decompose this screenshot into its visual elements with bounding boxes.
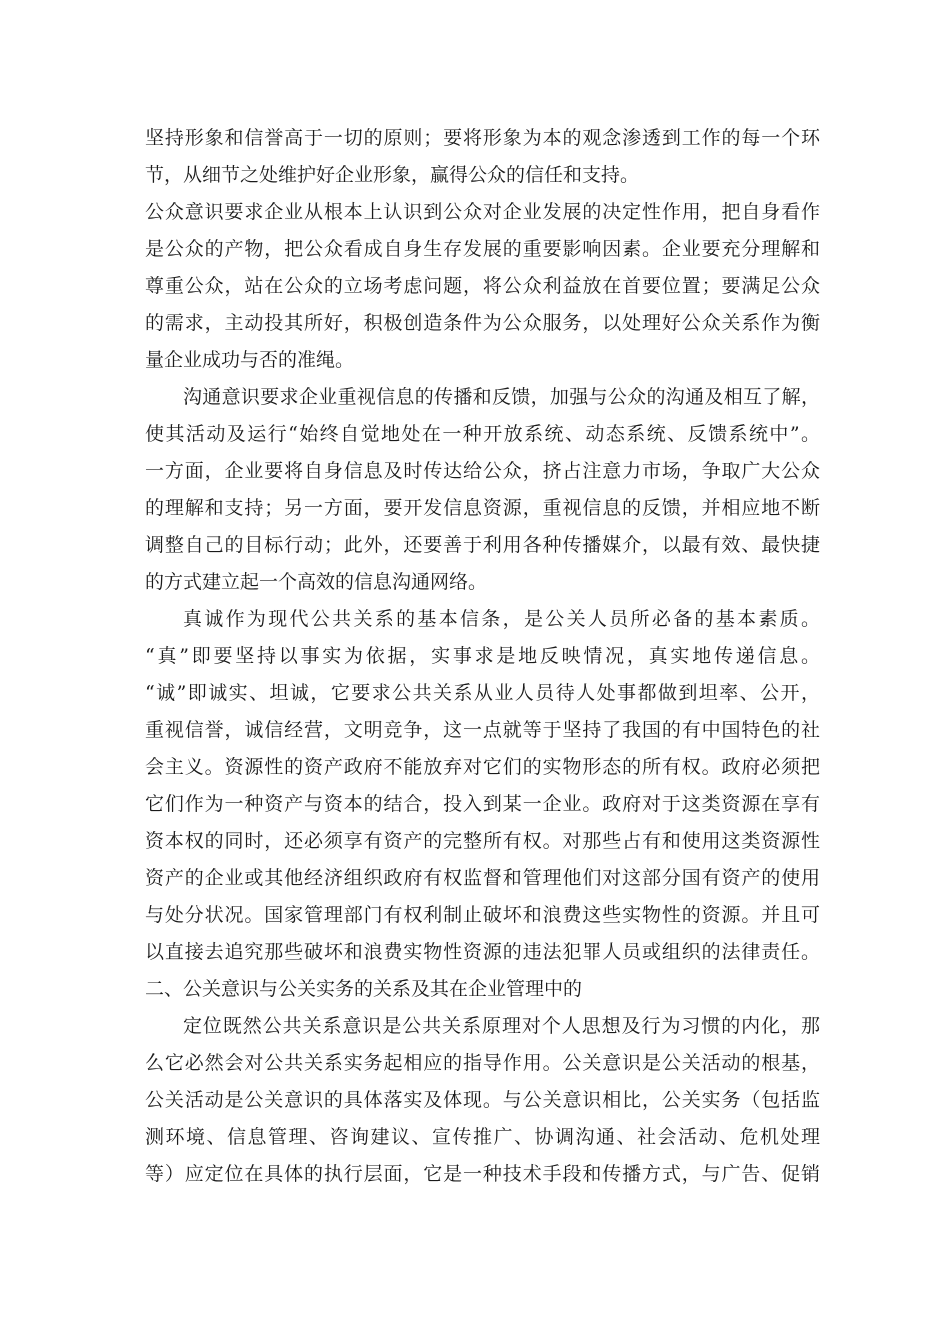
text-line: 二、公关意识与公关实务的关系及其在企业管理中的 (145, 978, 583, 1000)
text-line: 重视信誉，诚信经营，文明竞争，这一点就等于坚持了我国的有中国特色的社 (145, 719, 820, 741)
text-line: 等）应定位在具体的执行层面，它是一种技术手段和传播方式，与广告、促销 (145, 1163, 820, 1185)
text-line: 公关活动是公关意识的具体落实及体现。与公关意识相比，公关实务（包括监 (145, 1089, 820, 1111)
text-line: 节，从细节之处维护好企业形象，赢得公众的信任和支持。 (145, 164, 640, 186)
text-line: 真诚作为现代公共关系的基本信条，是公关人员所必备的基本素质。 (183, 608, 820, 630)
text-line: 测环境、信息管理、咨询建议、宣传推广、协调沟通、社会活动、危机处理 (145, 1126, 820, 1148)
text-line: 的理解和支持；另一方面，要开发信息资源，重视信息的反馈，并相应地不断 (145, 497, 820, 519)
text-line: 尊重公众，站在公众的立场考虑问题，将公众利益放在首要位置；要满足公众 (145, 275, 820, 297)
text-line: 么它必然会对公共关系实务起相应的指导作用。公关意识是公关活动的根基， (145, 1052, 820, 1074)
text-line: 是公众的产物，把公众看成自身生存发展的重要影响因素。企业要充分理解和 (145, 238, 820, 260)
text-line: “诚”即诚实、坦诚，它要求公共关系从业人员待人处事都做到坦率、公开， (145, 682, 820, 704)
text-line: 会主义。资源性的资产政府不能放弃对它们的实物形态的所有权。政府必须把 (145, 756, 820, 778)
body-text (145, 120, 820, 1193)
text-line: 量企业成功与否的准绳。 (145, 349, 355, 371)
text-line: 资本权的同时，还必须享有资产的完整所有权。对那些占有和使用这类资源性 (145, 830, 820, 852)
text-line: 公众意识要求企业从根本上认识到公众对企业发展的决定性作用，把自身看作 (145, 201, 820, 223)
text-line: 沟通意识要求企业重视信息的传播和反馈，加强与公众的沟通及相互了解， (183, 386, 820, 408)
text-line: 一方面，企业要将自身信息及时传达给公众，挤占注意力市场，争取广大公众 (145, 460, 820, 482)
text-line: 的需求，主动投其所好，积极创造条件为公众服务，以处理好公众关系作为衡 (145, 312, 820, 334)
text-line: “真”即要坚持以事实为依据，实事求是地反映情况，真实地传递信息。 (145, 645, 820, 667)
text-line: 调整自己的目标行动；此外，还要善于利用各种传播媒介，以最有效、最快捷 (145, 534, 820, 556)
text-line: 定位既然公共关系意识是公共关系原理对个人思想及行为习惯的内化，那 (183, 1015, 820, 1037)
text-line: 坚持形象和信誉高于一切的原则；要将形象为本的观念渗透到工作的每一个环 (145, 127, 820, 149)
text-line: 以直接去追究那些破坏和浪费实物性资源的违法犯罪人员或组织的法律责任。 (145, 941, 820, 963)
text-line: 使其活动及运行“始终自觉地处在一种开放系统、动态系统、反馈系统中”。 (145, 423, 820, 445)
text-line: 与处分状况。国家管理部门有权利制止破坏和浪费这些实物性的资源。并且可 (145, 904, 820, 926)
text-line: 的方式建立起一个高效的信息沟通网络。 (145, 571, 488, 593)
text-line: 资产的企业或其他经济组织政府有权监督和管理他们对这部分国有资产的使用 (145, 867, 820, 889)
text-line: 它们作为一种资产与资本的结合，投入到某一企业。政府对于这类资源在享有 (145, 793, 820, 815)
